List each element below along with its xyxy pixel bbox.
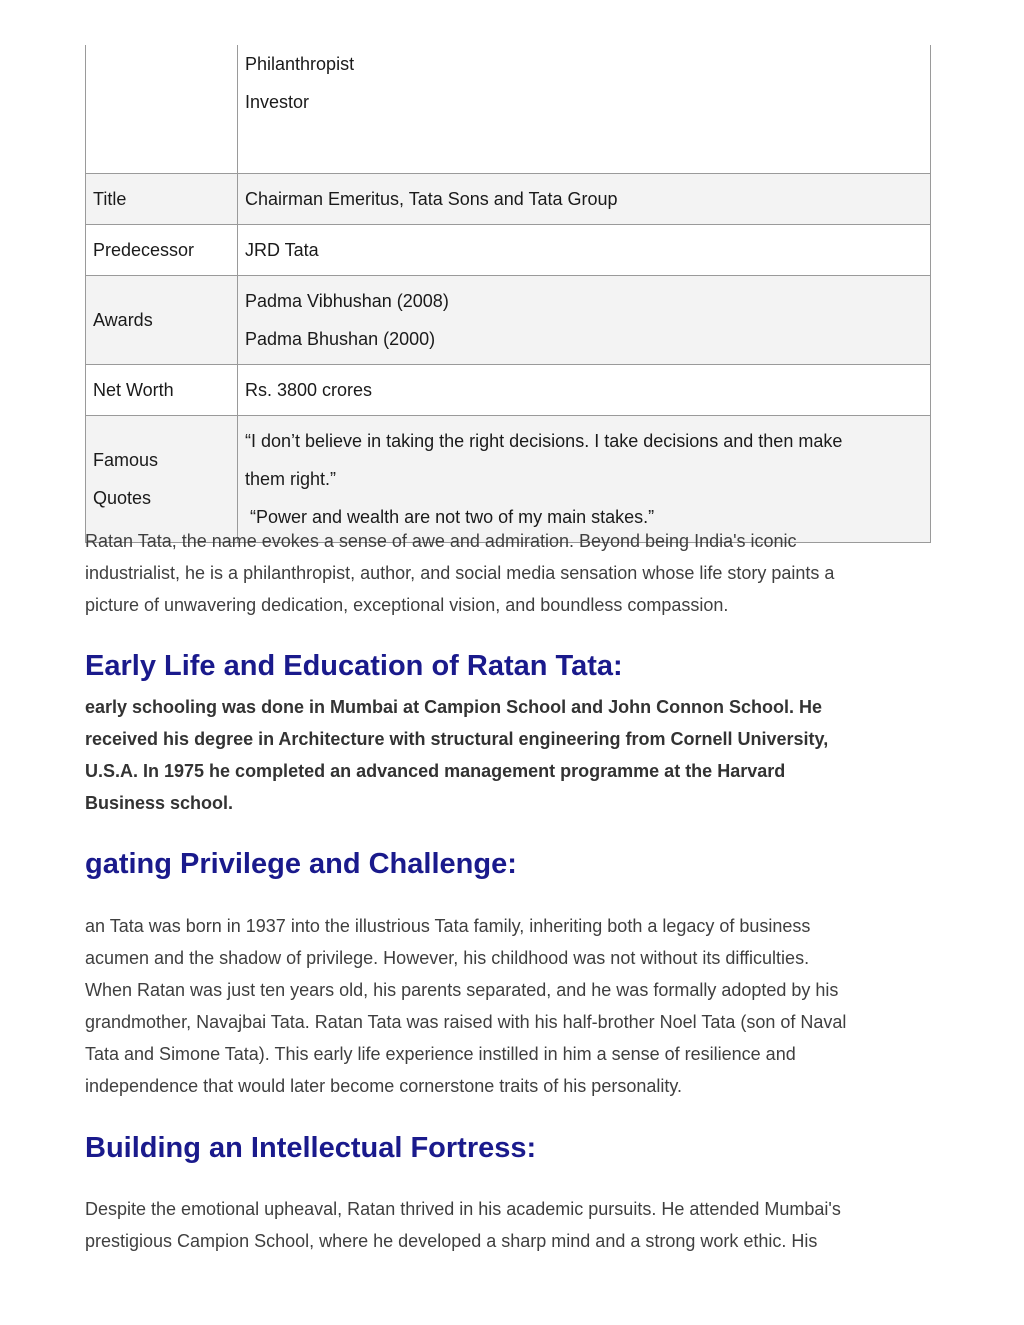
award-line: Padma Vibhushan (2008) [245,291,449,311]
table-value-awards [238,276,931,365]
intellectual-paragraph [85,1193,841,1257]
privilege-line: acumen and the shadow of privilege. However, his childhood was not without its difficulties. [85,948,810,968]
info-table [85,45,931,543]
table-key-awards: Awards [86,276,238,365]
quotes-key-line: Quotes [93,488,152,508]
intro-line: picture of unwavering dedication, exceptional vision, and boundless compassion. [85,595,729,615]
table-key-title: Title [86,174,238,225]
table-value-title: Chairman Emeritus, Tata Sons and Tata Group [238,174,931,225]
early-life-line: Business school. [85,793,234,813]
occupation-line: Philanthropist [245,54,355,74]
section-heading-intellectual: Building an Intellectual Fortress: [85,1132,537,1164]
section-heading-privilege: gating Privilege and Challenge: [85,848,517,880]
intellectual-line: prestigious Campion School, where he developed a sharp mind and a strong work ethic. His [85,1231,818,1251]
section-heading-early-life: Early Life and Education of Ratan Tata: [85,650,623,682]
quote-line: “I don’t believe in taking the right decisions. I take decisions and then make [245,431,843,451]
quote-line: “Power and wealth are not two of my main stakes.” [245,507,655,527]
early-life-paragraph [85,691,828,819]
table-value-quotes [238,416,931,543]
table-value-predecessor: JRD Tata [238,225,931,276]
intro-paragraph [85,525,834,621]
table-row-predecessor [86,225,931,276]
table-row-occupation [86,45,931,174]
privilege-line: independence that would later become cornerstone traits of his personality. [85,1076,683,1096]
intro-line: industrialist, he is a philanthropist, author, and social media sensation whose life story paints a [85,563,835,583]
table-key-predecessor: Predecessor [86,225,238,276]
table-row-networth [86,365,931,416]
early-life-line: early schooling was done in Mumbai at Campion School and John Connon School. He [85,697,823,717]
quote-line: them right.” [245,469,337,489]
table-key-occupation [86,45,238,174]
privilege-line: an Tata was born in 1937 into the illustrious Tata family, inheriting both a legacy of business [85,916,811,936]
privilege-line: When Ratan was just ten years old, his parents separated, and he was formally adopted by his [85,980,839,1000]
table-key-quotes [86,416,238,543]
table-row-quotes [86,416,931,543]
early-life-line: received his degree in Architecture with structural engineering from Cornell University, [85,729,829,749]
privilege-paragraph [85,910,846,1102]
intro-line: Ratan Tata, the name evokes a sense of awe and admiration. Beyond being India's iconic [85,531,797,551]
occupation-line: Investor [245,92,310,112]
privilege-line: Tata and Simone Tata). This early life experience instilled in him a sense of resilience and [85,1044,796,1064]
table-row-awards [86,276,931,365]
early-life-line: U.S.A. In 1975 he completed an advanced management programme at the Harvard [85,761,786,781]
intellectual-line: Despite the emotional upheaval, Ratan thrived in his academic pursuits. He attended Mumbai's [85,1199,841,1219]
table-key-networth: Net Worth [86,365,238,416]
quotes-key-line: Famous [93,450,159,470]
table-value-networth: Rs. 3800 crores [238,365,931,416]
privilege-line: grandmother, Navajbai Tata. Ratan Tata was raised with his half-brother Noel Tata (son of Naval [85,1012,847,1032]
table-value-occupation [238,45,931,174]
award-line: Padma Bhushan (2000) [245,329,436,349]
table-row-title [86,174,931,225]
